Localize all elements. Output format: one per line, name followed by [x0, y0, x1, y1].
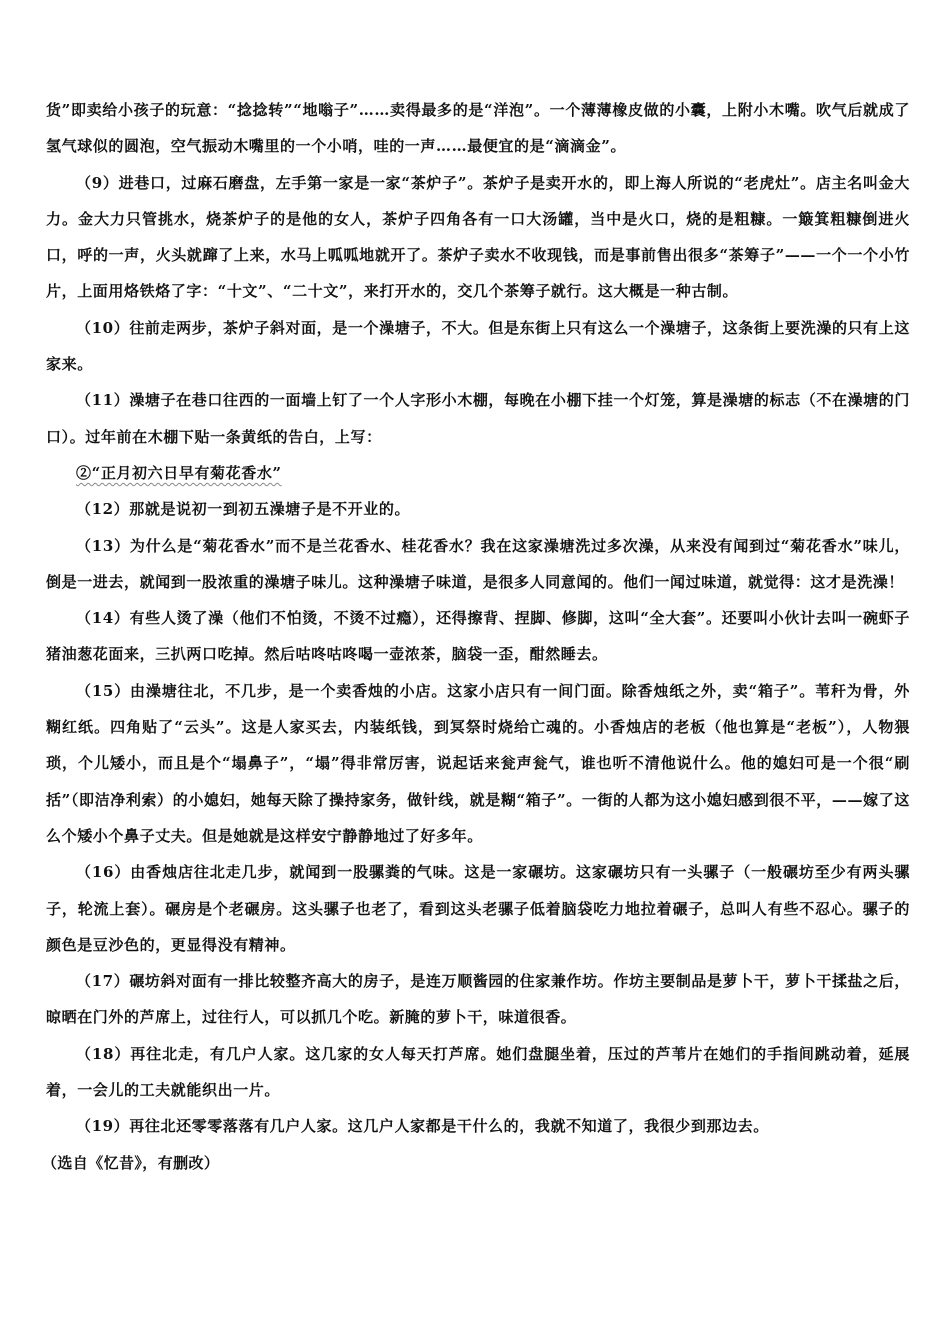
paragraph-10: （10）往前走两步，茶炉子斜对面，是一个澡塘子，不大。但是东街上只有这么一个澡塘子，这条街上要洗澡的只有上这家来。	[46, 318, 910, 374]
paragraph-14: （14）有些人烫了澡（他们不怕烫，不烫不过瘾），还得擦背、捏脚、修脚，这叫“全大套”。还要叫小伙计去叫一碗虾子猪油葱花面来，三扒两口吃掉。然后咕咚咕咚喝一壶浓茶，脑袋一歪，酣然睡去。	[46, 609, 910, 664]
notice-line	[46, 455, 910, 491]
paragraph-12: （12）那就是说初一到初五澡塘子是不开业的。	[76, 500, 411, 519]
paragraph-17: （17）碾坊斜对面有一排比较整齐高大的房子，是连万顺酱园的住家兼作坊。作坊主要制品是萝卜干，萝卜干揉盐之后，晾晒在门外的芦席上，过往行人，可以抓几个吃。新腌的萝卜干，味道很香。	[46, 972, 910, 1027]
paragraph-15: （15）由澡塘往北，不几步，是一个卖香烛的小店。这家小店只有一间门面。除香烛纸之外，卖“箱子”。苇秆为骨，外糊红纸。四角贴了“云头”。这是人家买去，内装纸钱，到冥祭时烧给亡魂的。小香烛店的老板（他也算是“老板”），人物猥琐，个儿矮小，而且是个“塌鼻子”，“塌”得非常厉害，说起话来瓮声瓮气，谁也听不清他说什么。他的媳妇可是一个很“刷括”（即洁净利索）的小媳妇，她每天除了操持家务，做针线，就是糊“箱子”。一街的人都为这小媳妇感到很不平，——嫁了这么个矮小个鼻子丈夫。但是她就是这样安宁静静地过了好多年。	[46, 681, 910, 845]
paragraph-13: （13）为什么是“菊花香水”而不是兰花香水、桂花香水？我在这家澡塘洗过多次澡，从来没有闻到过“菊花香水”味儿，倒是一进去，就闻到一股浓重的澡塘子味儿。这种澡塘子味道，是很多人同意闻的。他们一闻过味道，就觉得：这才是洗澡！	[46, 536, 910, 591]
paragraph-18: （18）再往北走，有几户人家。这几家的女人每天打芦席。她们盘腿坐着，压过的芦苇片在她们的手指间跳动着，延展着，一会儿的工夫就能织出一片。	[46, 1044, 910, 1100]
paragraph-16: （16）由香烛店往北走几步，就闻到一股骡粪的气味。这是一家碾坊。这家碾坊只有一头骡子（一般碾坊至少有两头骡子，轮流上套）。碾房是个老碾房。这头骡子也老了，看到这头老骡子低着脑袋吃力地拉着碾子，总叫人有些不忍心。骡子的颜色是豆沙色的，更显得没有精神。	[46, 863, 910, 954]
source-citation: （选自《忆昔》，有删改）	[42, 1153, 220, 1172]
paragraph-8-continuation: 货”即卖给小孩子的玩意：“捻捻转”“地嗡子”……卖得最多的是“洋泡”。一个薄薄橡皮做的小囊，上附小木嘴。吹气后就成了氢气球似的圆泡，空气振动木嘴里的一个小哨，哇的一声……最便宜的是“滴滴金”。	[46, 101, 910, 156]
paragraph-19: （19）再往北还零零落落有几户人家。这几户人家都是干什么的，我就不知道了，我很少到那边去。	[76, 1117, 769, 1136]
article-body	[42, 92, 910, 1181]
paragraph-11: （11）澡塘子在巷口往西的一面墙上钉了一个人字形小木棚，每晚在小棚下挂一个灯笼，算是澡塘的标志（不在澡塘的门口）。过年前在木棚下贴一条黄纸的告白，上写：	[46, 391, 910, 446]
notice-text: ②“正月初六日早有菊花香水”	[76, 463, 282, 482]
paragraph-9: （9）进巷口，过麻石磨盘，左手第一家是一家“茶炉子”。茶炉子是卖开水的，即上海人所说的“老虎灶”。店主名叫金大力。金大力只管挑水，烧茶炉子的是他的女人，茶炉子四角各有一口大汤罐，当中是火口，烧的是粗糠。一簸箕粗糠倒进火口，呼的一声，火头就蹿了上来，水马上呱呱地就开了。茶炉子卖水不收现钱，而是事前售出很多“茶筹子”——一个一个小竹片，上面用烙铁烙了字：“十文”、“二十文”，来打开水的，交几个茶筹子就行。这大概是一种古制。	[46, 173, 910, 301]
